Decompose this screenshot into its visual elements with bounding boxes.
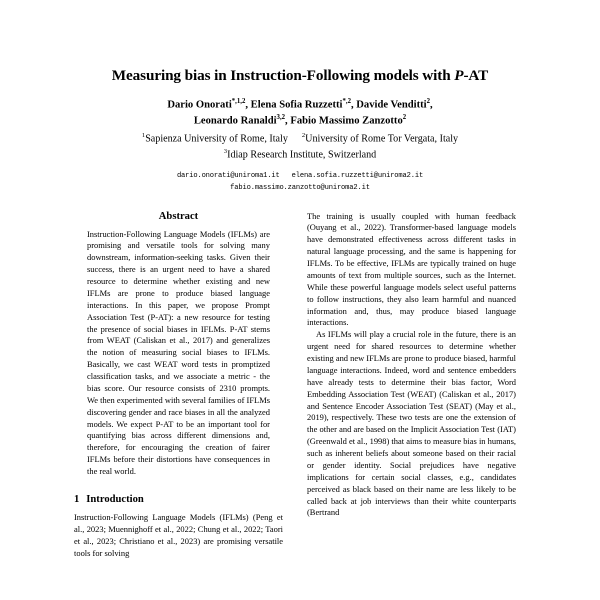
author-list [74,97,526,128]
affiliation-list [74,131,526,162]
affiliation-1-marker: 1 [141,132,146,140]
section-number: 1 [74,493,80,505]
affiliation-tor-vergata: University of Rome Tor Vergata, Italy [305,133,459,145]
affiliation-sapienza: Sapienza University of Rome, Italy [145,133,288,145]
email-ruzzetti[interactable]: elena.sofia.ruzzetti@uniroma2.it [291,171,424,180]
title-text-post: -AT [463,67,489,84]
body-columns [74,211,526,560]
affiliation-line-1 [74,131,526,147]
title-symbol-p: P [454,67,464,84]
email-line-2 [74,182,526,194]
email-line-1 [74,170,526,182]
right-column-body [307,211,516,520]
author-ruzzetti: , Elena Sofia Ruzzetti [245,99,343,111]
section-heading-introduction [74,493,283,506]
author-onorati-superscript: *,1,2 [231,98,246,106]
author-ranaldi: Leonardo Ranaldi [193,115,277,127]
paragraph: Instruction-Following Language Models (IFLMs) (Peng et al., 2023; Muennighoff et al., 2022; Chung et al., 2022; Taori et al., 2023; Christiano et al., 2023) are promising versatile tools for solving [74,512,283,558]
abstract-text: Instruction-Following Language Models (IFLMs) are promising and versatile tools for solving many downstream, information-seeking tasks. Given their success, there is an urgent need to have a shared resource to determine whether existing and new IFLMs are prone to produce biased language interactions. In this paper, we propose Prompt Association Test (P-AT): a new resource for testing the presence of social biases in IFLMs. P-AT stems from WEAT (Caliskan et al., 2017) and generalizes the notion of measuring social biases to IFLMs. Basically, we cast WEAT word tests in promptized classification tasks, and we associate a metric - the bias score. Our resource consists of 2310 prompts. We then experimented with several families of IFLMs discovering gender and race biases in all the analyzed models. We expect P-AT to be an important tool for quantifying bias across different dimensions and, therefore, for encouraging the creation of fairer IFLMs before their distortions have consequences in the real world. [87,228,270,477]
author-line-1-comma: , [430,99,433,111]
abstract-heading: Abstract [158,210,199,222]
author-zanzotto: , Fabio Massimo Zanzotto [285,115,403,127]
page-title [74,0,526,85]
author-venditti-superscript: 2 [426,98,431,106]
introduction-body [74,512,283,560]
author-ranaldi-superscript: 3,2 [276,113,286,121]
email-list [74,170,526,195]
author-ruzzetti-superscript: *,2 [342,98,351,106]
affiliation-2-marker: 2 [301,132,306,140]
paragraph: The training is usually coupled with human feedback (Ouyang et al., 2022). Transformer-based language models have demonstrated effectiveness across different tasks in natural language processing, and the same is happening for IFLMs. To be effective, IFLMs are typically trained on huge amounts of text from multiple sources, such as the Internet. While these powerful language models select useful patterns to follow instructions, they also learn harmful and nuanced information and, thus, may produce biased language interactions. [307,210,516,328]
author-zanzotto-superscript: 2 [402,113,407,121]
author-onorati: Dario Onorati [167,99,232,111]
author-venditti: , Davide Venditti [350,99,427,111]
author-line-2 [74,113,526,129]
affiliation-idiap: Idiap Research Institute, Switzerland [227,149,377,161]
left-column [74,211,283,560]
affiliation-3-marker: 3 [223,148,228,156]
title-text-pre: Measuring bias in Instruction-Following models with [111,67,455,84]
author-line-1 [74,97,526,113]
email-onorati[interactable]: dario.onorati@uniroma1.it [176,171,280,180]
paragraph: As IFLMs will play a crucial role in the future, there is an urgent need for shared resources to determine whether existing and new IFLMs are prone to produce biased, harmful language interactions. Indeed, word and sentence embedders have already tests to determine their bias factor, Word Embedding Association Test (WEAT) (Caliskan et al., 2017) and Sentence Encoder Association Test (SEAT) (May et al., 2019), respectively. These two tests are one the extension of the other and are based on the Implicit Association Test (IAT) (Greenwald et al., 1998) that aims to measure bias in humans, such as inherent beliefs about someone based on their racial or gender identity. Social prejudices have negative implications for certain social classes, e.g., candidates perceived as black based on their name are less likely to be called back at job interviews than their white counterparts (Bertrand [307,329,517,518]
right-column [307,211,516,520]
email-zanzotto[interactable]: fabio.massimo.zanzotto@uniroma2.it [230,184,370,193]
section-title: Introduction [86,493,144,505]
affiliation-line-2 [74,147,526,163]
